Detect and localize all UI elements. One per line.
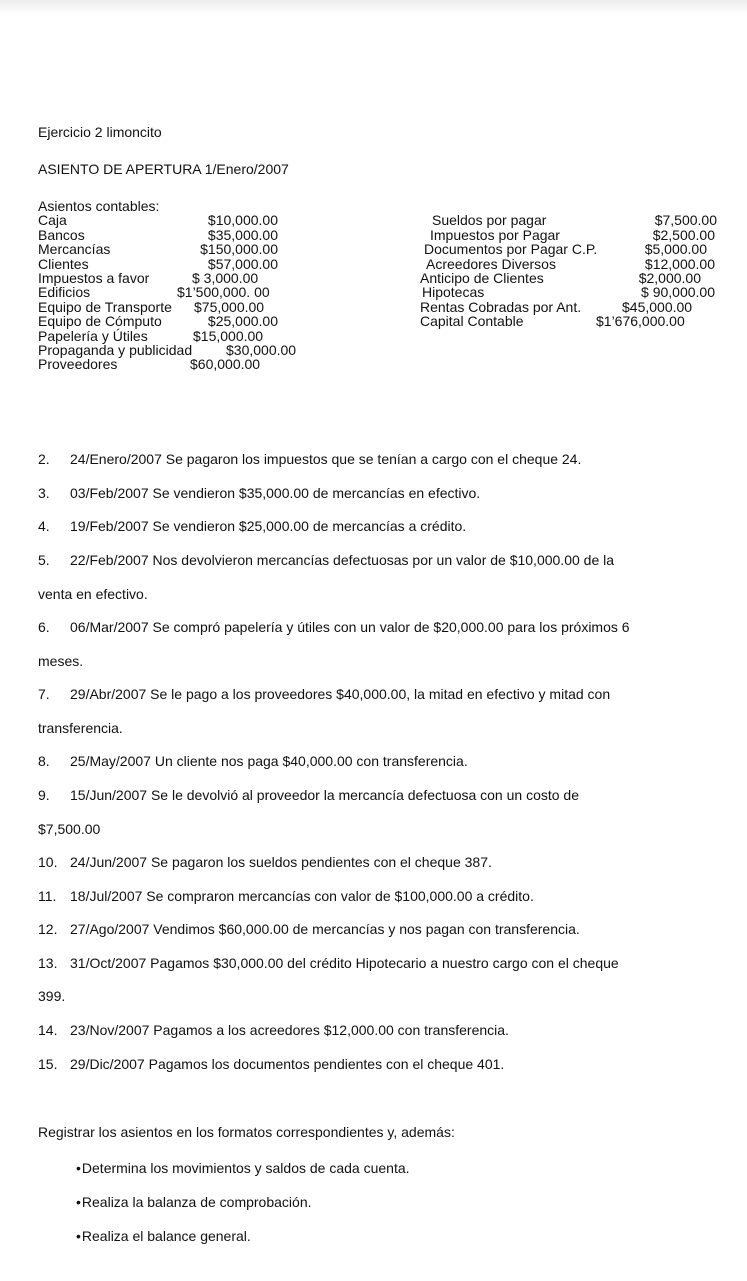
transaction-item: [38, 921, 580, 937]
transaction-text: 06/Mar/2007 Se compró papelería y útiles con un valor de $20,000.00 para los próximos 6: [70, 619, 630, 635]
transaction-number: 10.: [38, 854, 58, 870]
account-amount: $1’676,000.00: [596, 313, 685, 330]
account-name: Bancos: [38, 226, 85, 243]
transaction-item: [38, 854, 492, 870]
transaction-number: 3.: [38, 485, 50, 501]
transaction-text: 31/Oct/2007 Pagamos $30,000.00 del crédito Hipotecario a nuestro cargo con el cheque: [70, 955, 619, 971]
bullet-item: [76, 1160, 410, 1176]
account-name: Impuestos a favor: [38, 270, 150, 286]
transaction-text: 19/Feb/2007 Se vendieron $25,000.00 de mercancías a crédito.: [70, 518, 467, 534]
transaction-text: 22/Feb/2007 Nos devolvieron mercancías defectuosas por un valor de $10,000.00 de la: [70, 552, 615, 568]
transaction-number: 7.: [38, 686, 50, 702]
transaction-continuation: venta en efectivo.: [38, 586, 148, 602]
account-name: Papelería y Útiles: [38, 327, 148, 344]
account-amount: $25,000.00: [207, 313, 278, 330]
transaction-text: 29/Abr/2007 Se le pago a los proveedores $40,000.00, la mitad en efectivo y mitad con: [70, 686, 611, 702]
transaction-item: [38, 753, 468, 769]
transaction-text: 23/Nov/2007 Pagamos a los acreedores $12,000.00 con transferencia.: [70, 1022, 509, 1038]
transaction-item: [38, 686, 610, 702]
bullet-text: Realiza el balance general.: [81, 1228, 251, 1244]
account-amount: $30,000.00: [226, 342, 297, 358]
transaction-text: 27/Ago/2007 Vendimos $60,000.00 de mercancías y nos pagan con transferencia.: [70, 921, 580, 937]
transaction-number: 13.: [38, 955, 58, 971]
account-amount: $ 3,000.00: [192, 270, 259, 286]
account-amount: $150,000.00: [200, 241, 278, 258]
transaction-continuation: meses.: [38, 653, 84, 669]
accounts-heading: Asientos contables:: [38, 198, 160, 214]
account-name: Rentas Cobradas por Ant.: [420, 298, 582, 315]
transaction-item: [38, 451, 581, 467]
account-amount: $2,500.00: [652, 226, 715, 243]
transaction-number: 11.: [38, 888, 57, 904]
bullet-item: [76, 1194, 312, 1210]
transaction-number: 5.: [38, 552, 50, 568]
transaction-number: 2.: [38, 451, 50, 467]
transaction-item: [38, 955, 619, 971]
transaction-text: 24/Enero/2007 Se pagaron los impuestos que se tenían a cargo con el cheque 24.: [70, 451, 582, 467]
transaction-text: 15/Jun/2007 Se le devolvió al proveedor la mercancía defectuosa con un costo de: [70, 787, 579, 803]
transaction-item: [38, 552, 614, 568]
transaction-number: 8.: [38, 753, 50, 769]
account-name: Impuestos por Pagar: [430, 226, 560, 243]
account-amount: $75,000.00: [194, 298, 265, 315]
account-name: Mercancías: [38, 241, 111, 258]
account-amount: $35,000.00: [207, 226, 278, 243]
account-amount: $7,500.00: [654, 212, 717, 229]
opening-entry-heading: ASIENTO DE APERTURA 1/Enero/2007: [38, 161, 289, 177]
transaction-number: 15.: [38, 1056, 58, 1072]
account-name: Equipo de Transporte: [38, 298, 172, 315]
account-name: Sueldos por pagar: [432, 212, 547, 229]
transaction-text: 24/Jun/2007 Se pagaron los sueldos pendientes con el cheque 387.: [70, 854, 492, 870]
transaction-number: 12.: [38, 921, 58, 937]
account-name: Documentos por Pagar C.P.: [424, 241, 598, 258]
transaction-text: 29/Dic/2007 Pagamos los documentos pendientes con el cheque 401.: [70, 1056, 505, 1072]
account-amount: $12,000.00: [644, 255, 715, 272]
account-name: Clientes: [38, 255, 89, 272]
account-name: Propaganda y publicidad: [38, 342, 193, 358]
transaction-text: 25/May/2007 Un cliente nos paga $40,000.00 con transferencia.: [70, 753, 468, 769]
account-amount: $1’500,000. 00: [177, 284, 270, 301]
account-amount: $ 90,000.00: [641, 284, 715, 301]
transaction-continuation: 399.: [38, 988, 66, 1004]
transaction-text: 03/Feb/2007 Se vendieron $35,000.00 de mercancías en efectivo.: [70, 485, 481, 501]
account-name: Edificios: [38, 284, 91, 301]
document-title: Ejercicio 2 limoncito: [38, 124, 162, 140]
transaction-item: [38, 518, 466, 534]
account-name: Proveedores: [38, 356, 118, 373]
account-amount: $10,000.00: [207, 212, 278, 229]
transaction-item: [38, 619, 630, 635]
instructions-text: Registrar los asientos en los formatos correspondientes y, además:: [38, 1124, 455, 1140]
transaction-number: 6.: [38, 619, 50, 635]
account-amount: $5,000.00: [644, 241, 707, 258]
transaction-text: 18/Jul/2007 Se compraron mercancías con valor de $100,000.00 a crédito.: [70, 888, 534, 904]
bullet-text: Determina los movimientos y saldos de cada cuenta.: [81, 1160, 410, 1176]
account-name: Caja: [38, 212, 67, 229]
account-amount: $60,000.00: [190, 356, 261, 373]
account-name: Acreedores Diversos: [426, 255, 556, 272]
account-name: Anticipo de Clientes: [420, 270, 544, 286]
bullet-item: [76, 1228, 251, 1244]
account-name: Hipotecas: [422, 284, 485, 301]
transaction-item: [38, 1056, 504, 1072]
transaction-item: [38, 485, 480, 501]
account-name: Capital Contable: [420, 313, 524, 330]
account-amount: $15,000.00: [193, 327, 264, 344]
account-name: Equipo de Cómputo: [38, 313, 162, 330]
account-amount: $45,000.00: [622, 298, 693, 315]
bullet-dot-icon: •: [76, 1194, 81, 1210]
bullet-text: Realiza la balanza de comprobación.: [81, 1194, 312, 1210]
bullet-dot-icon: •: [76, 1228, 81, 1244]
bullet-dot-icon: •: [76, 1160, 81, 1176]
transaction-continuation: $7,500.00: [38, 821, 101, 837]
transaction-number: 9.: [38, 787, 50, 803]
transaction-item: [38, 1022, 509, 1038]
transaction-number: 14.: [38, 1022, 58, 1038]
transaction-item: [38, 787, 579, 803]
transaction-continuation: transferencia.: [38, 720, 123, 736]
account-amount: $57,000.00: [207, 255, 278, 272]
account-amount: $2,000.00: [638, 270, 701, 286]
transaction-item: [38, 888, 534, 904]
transaction-number: 4.: [38, 518, 50, 534]
